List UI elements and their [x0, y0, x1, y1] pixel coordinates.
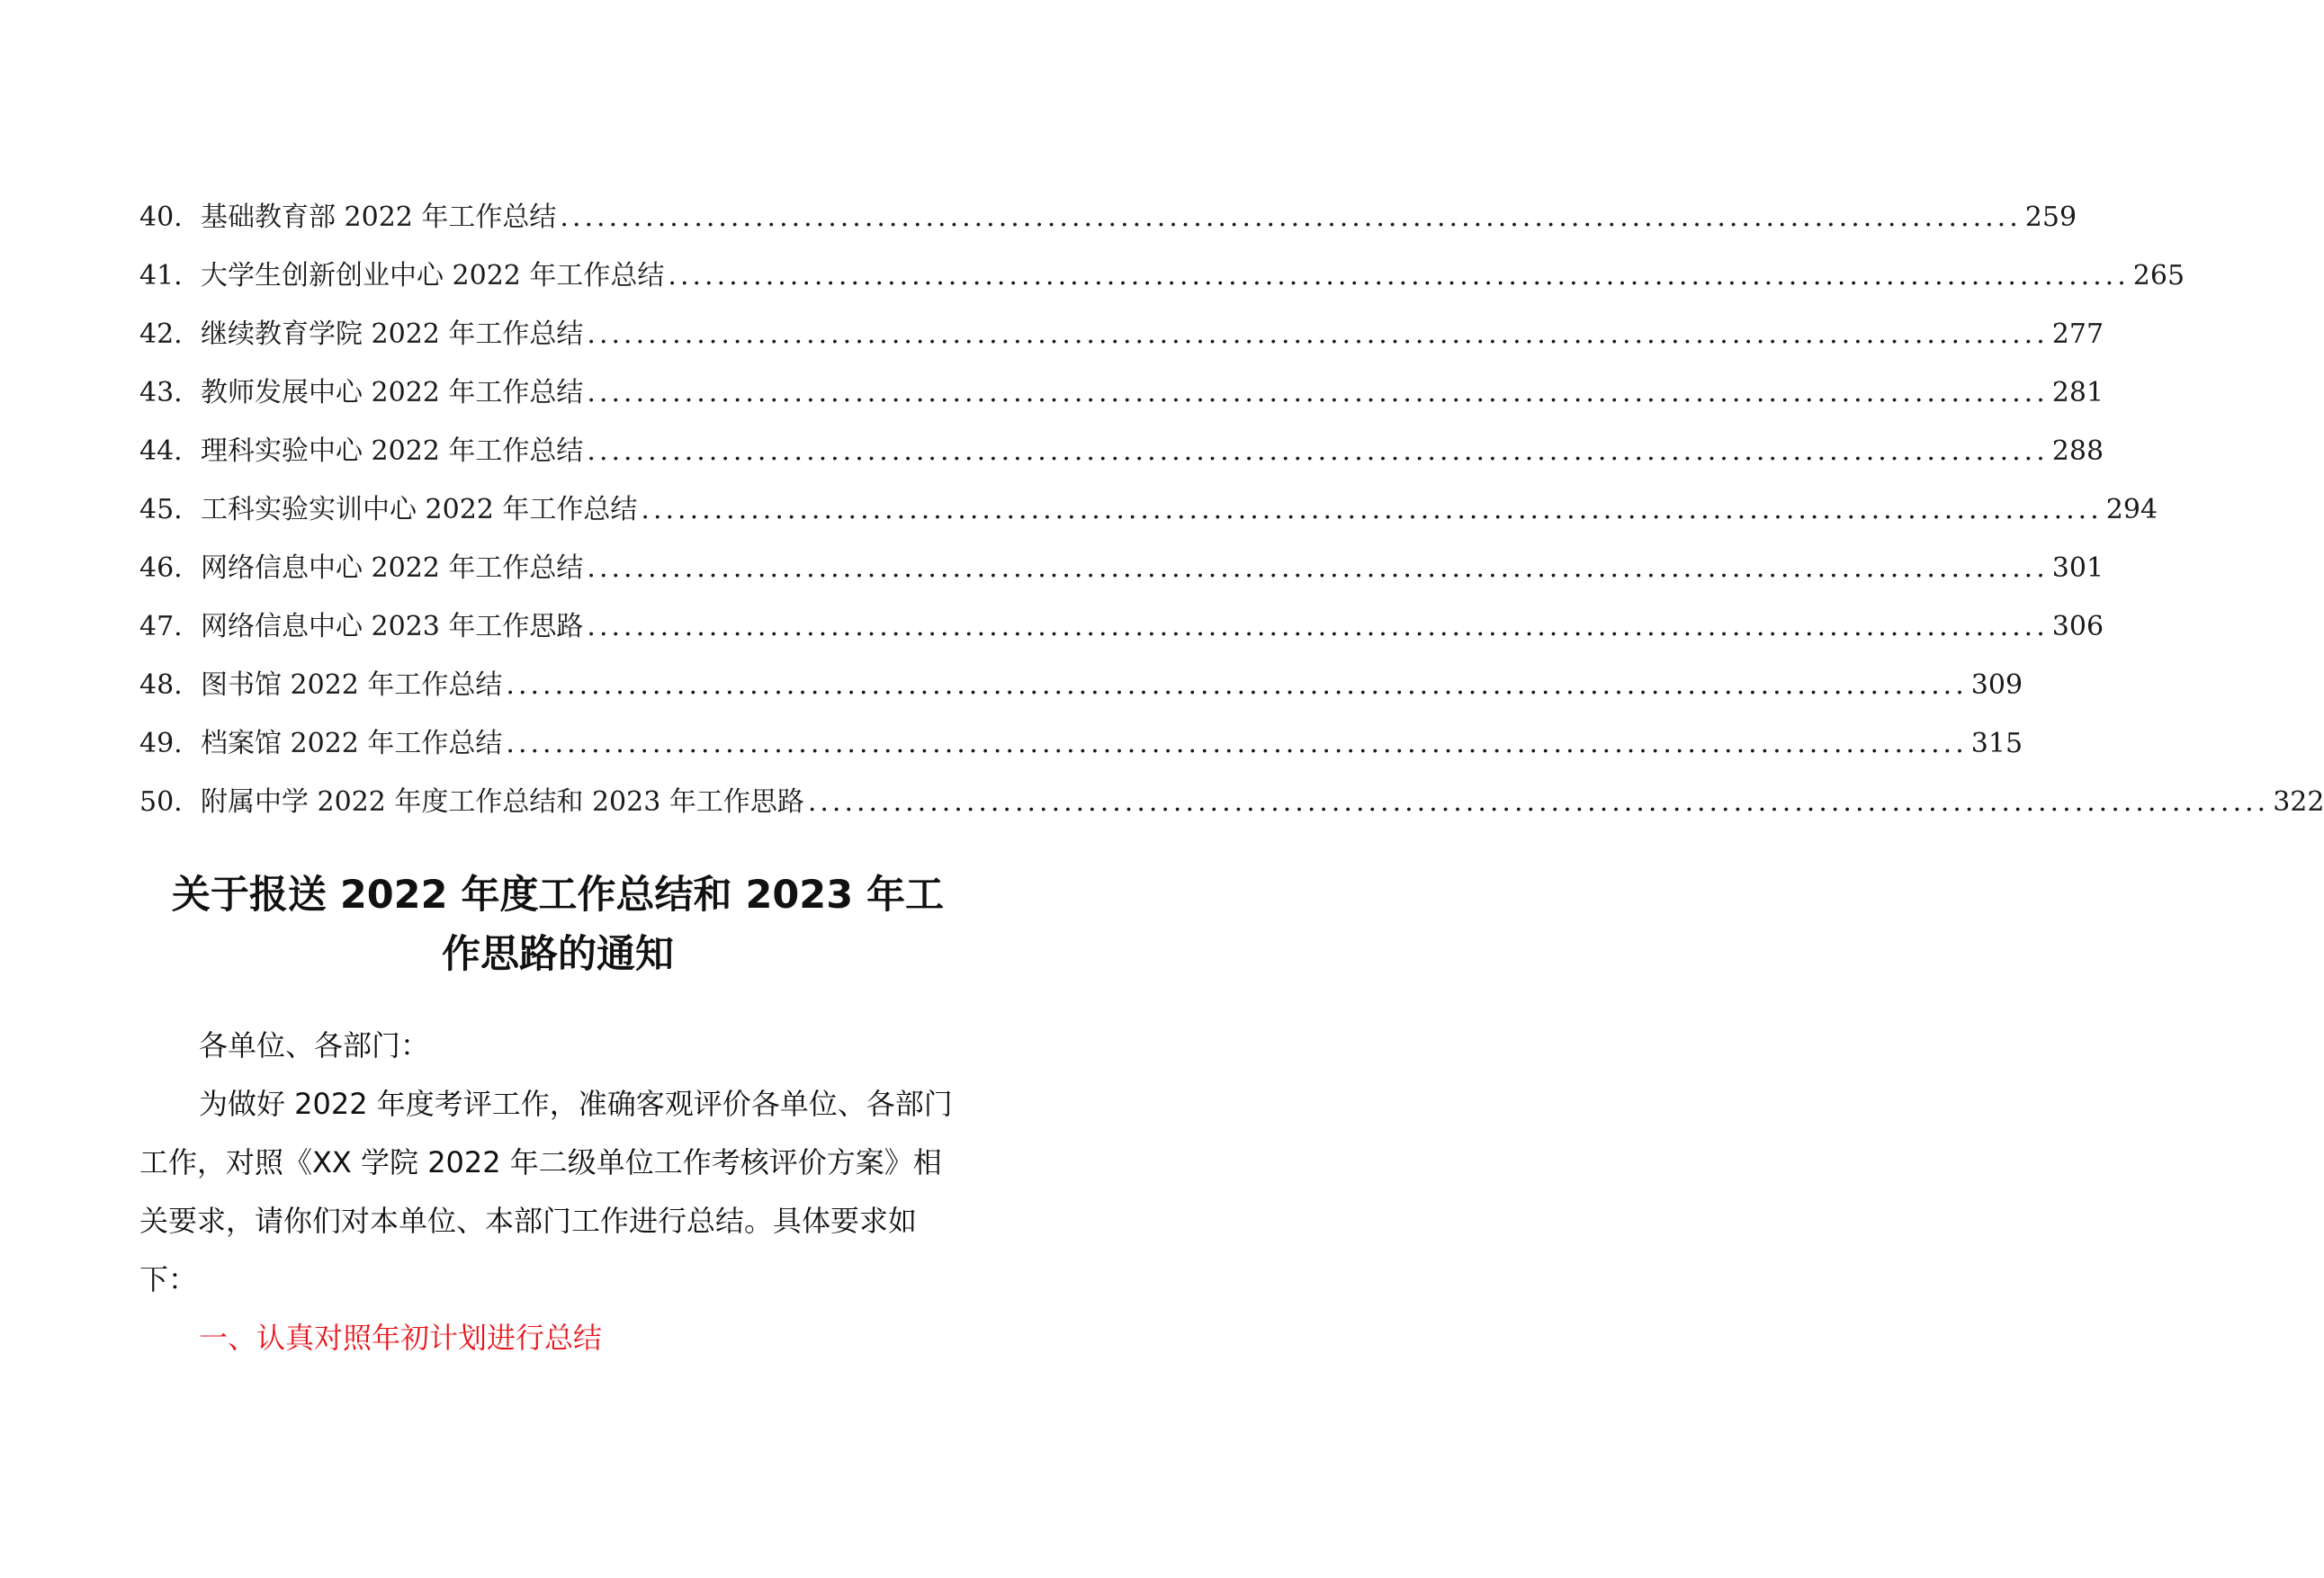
- paragraph-line: 为做好 2022 年度考评工作，准确客观评价各单位、各部门: [199, 1087, 953, 1121]
- toc-entry-number: 42.: [139, 318, 183, 350]
- toc-entry-page: 281: [2051, 377, 2104, 408]
- toc-entry[interactable]: [139, 779, 2324, 838]
- notice-title: [139, 865, 976, 984]
- toc-leader-dots: ........................................................................................................................: [587, 611, 2049, 642]
- toc-entry-title: 继续教育学院 2022 年工作总结: [201, 318, 584, 350]
- toc-entry[interactable]: [139, 721, 2023, 779]
- toc-entry-page: 288: [2051, 435, 2104, 467]
- notice-body: [139, 1017, 985, 1367]
- toc-entry-number: 40.: [139, 202, 183, 233]
- toc-entry-number: 41.: [139, 260, 183, 291]
- toc-entry-number: 44.: [139, 435, 183, 467]
- toc-entry-number: 46.: [139, 552, 183, 584]
- toc-entry-number: 47.: [139, 611, 183, 642]
- toc-entry[interactable]: [139, 194, 2077, 253]
- toc-entry[interactable]: [139, 604, 2104, 662]
- toc-entry-title: 附属中学 2022 年度工作总结和 2023 年工作思路: [201, 786, 804, 818]
- toc-entry[interactable]: [139, 428, 2104, 487]
- toc-entry[interactable]: [139, 370, 2104, 428]
- toc-entry-title: 网络信息中心 2023 年工作思路: [201, 611, 584, 642]
- toc-leader-dots: ........................................................................................................................: [560, 202, 2022, 233]
- toc-entry-title: 图书馆 2022 年工作总结: [201, 669, 503, 701]
- toc-entry-title: 工科实验实训中心 2022 年工作总结: [201, 494, 638, 525]
- toc-leader-dots: ........................................................................................................................: [668, 260, 2130, 291]
- toc-entry[interactable]: [139, 545, 2104, 604]
- toc-entry-number: 48.: [139, 669, 183, 701]
- toc-entry[interactable]: [139, 311, 2104, 370]
- toc-leader-dots: ........................................................................................................................: [587, 377, 2049, 408]
- toc-entry-page: 322: [2273, 786, 2324, 818]
- toc-leader-dots: ........................................................................................................................: [641, 494, 2103, 525]
- toc-leader-dots: ........................................................................................................................: [506, 669, 1968, 701]
- toc-leader-dots: ........................................................................................................................: [807, 786, 2270, 818]
- toc-entry-page: 315: [1970, 728, 2023, 759]
- toc-entry-number: 50.: [139, 786, 183, 818]
- toc-leader-dots: ........................................................................................................................: [587, 552, 2049, 584]
- toc-entry-page: 265: [2132, 260, 2185, 291]
- toc-leader-dots: ........................................................................................................................: [587, 318, 2049, 350]
- toc-entry-title: 教师发展中心 2022 年工作总结: [201, 377, 584, 408]
- notice-title-line: 关于报送 2022 年度工作总结和 2023 年工: [171, 873, 945, 918]
- toc-entry[interactable]: [139, 253, 2185, 311]
- toc-entry-page: 309: [1970, 669, 2023, 701]
- toc-entry[interactable]: [139, 662, 2023, 721]
- toc-entry-page: 301: [2051, 552, 2104, 584]
- toc-entry-page: 306: [2051, 611, 2104, 642]
- toc-leader-dots: ........................................................................................................................: [506, 728, 1968, 759]
- paragraph-line: 下：: [139, 1262, 198, 1296]
- toc-entry-number: 43.: [139, 377, 183, 408]
- paragraph-line: 工作，对照《XX 学院 2022 年二级单位工作考核评价方案》相: [139, 1145, 942, 1179]
- table-of-contents: [139, 194, 2324, 838]
- notice-title-line: 作思路的通知: [442, 932, 674, 977]
- salutation: 各单位、各部门：: [199, 1028, 430, 1062]
- toc-entry-page: 277: [2051, 318, 2104, 350]
- toc-entry-number: 49.: [139, 728, 183, 759]
- toc-leader-dots: ........................................................................................................................: [587, 435, 2049, 467]
- toc-entry-title: 档案馆 2022 年工作总结: [201, 728, 503, 759]
- toc-entry-title: 理科实验中心 2022 年工作总结: [201, 435, 584, 467]
- toc-entry-page: 294: [2105, 494, 2158, 525]
- paragraph-line: 关要求，请你们对本单位、本部门工作进行总结。具体要求如: [139, 1204, 918, 1238]
- section-heading: 一、认真对照年初计划进行总结: [199, 1321, 603, 1355]
- toc-entry-number: 45.: [139, 494, 183, 525]
- toc-entry-title: 基础教育部 2022 年工作总结: [201, 202, 557, 233]
- toc-entry-page: 259: [2024, 202, 2077, 233]
- toc-entry-title: 大学生创新创业中心 2022 年工作总结: [201, 260, 665, 291]
- toc-entry[interactable]: [139, 487, 2158, 545]
- toc-entry-title: 网络信息中心 2022 年工作总结: [201, 552, 584, 584]
